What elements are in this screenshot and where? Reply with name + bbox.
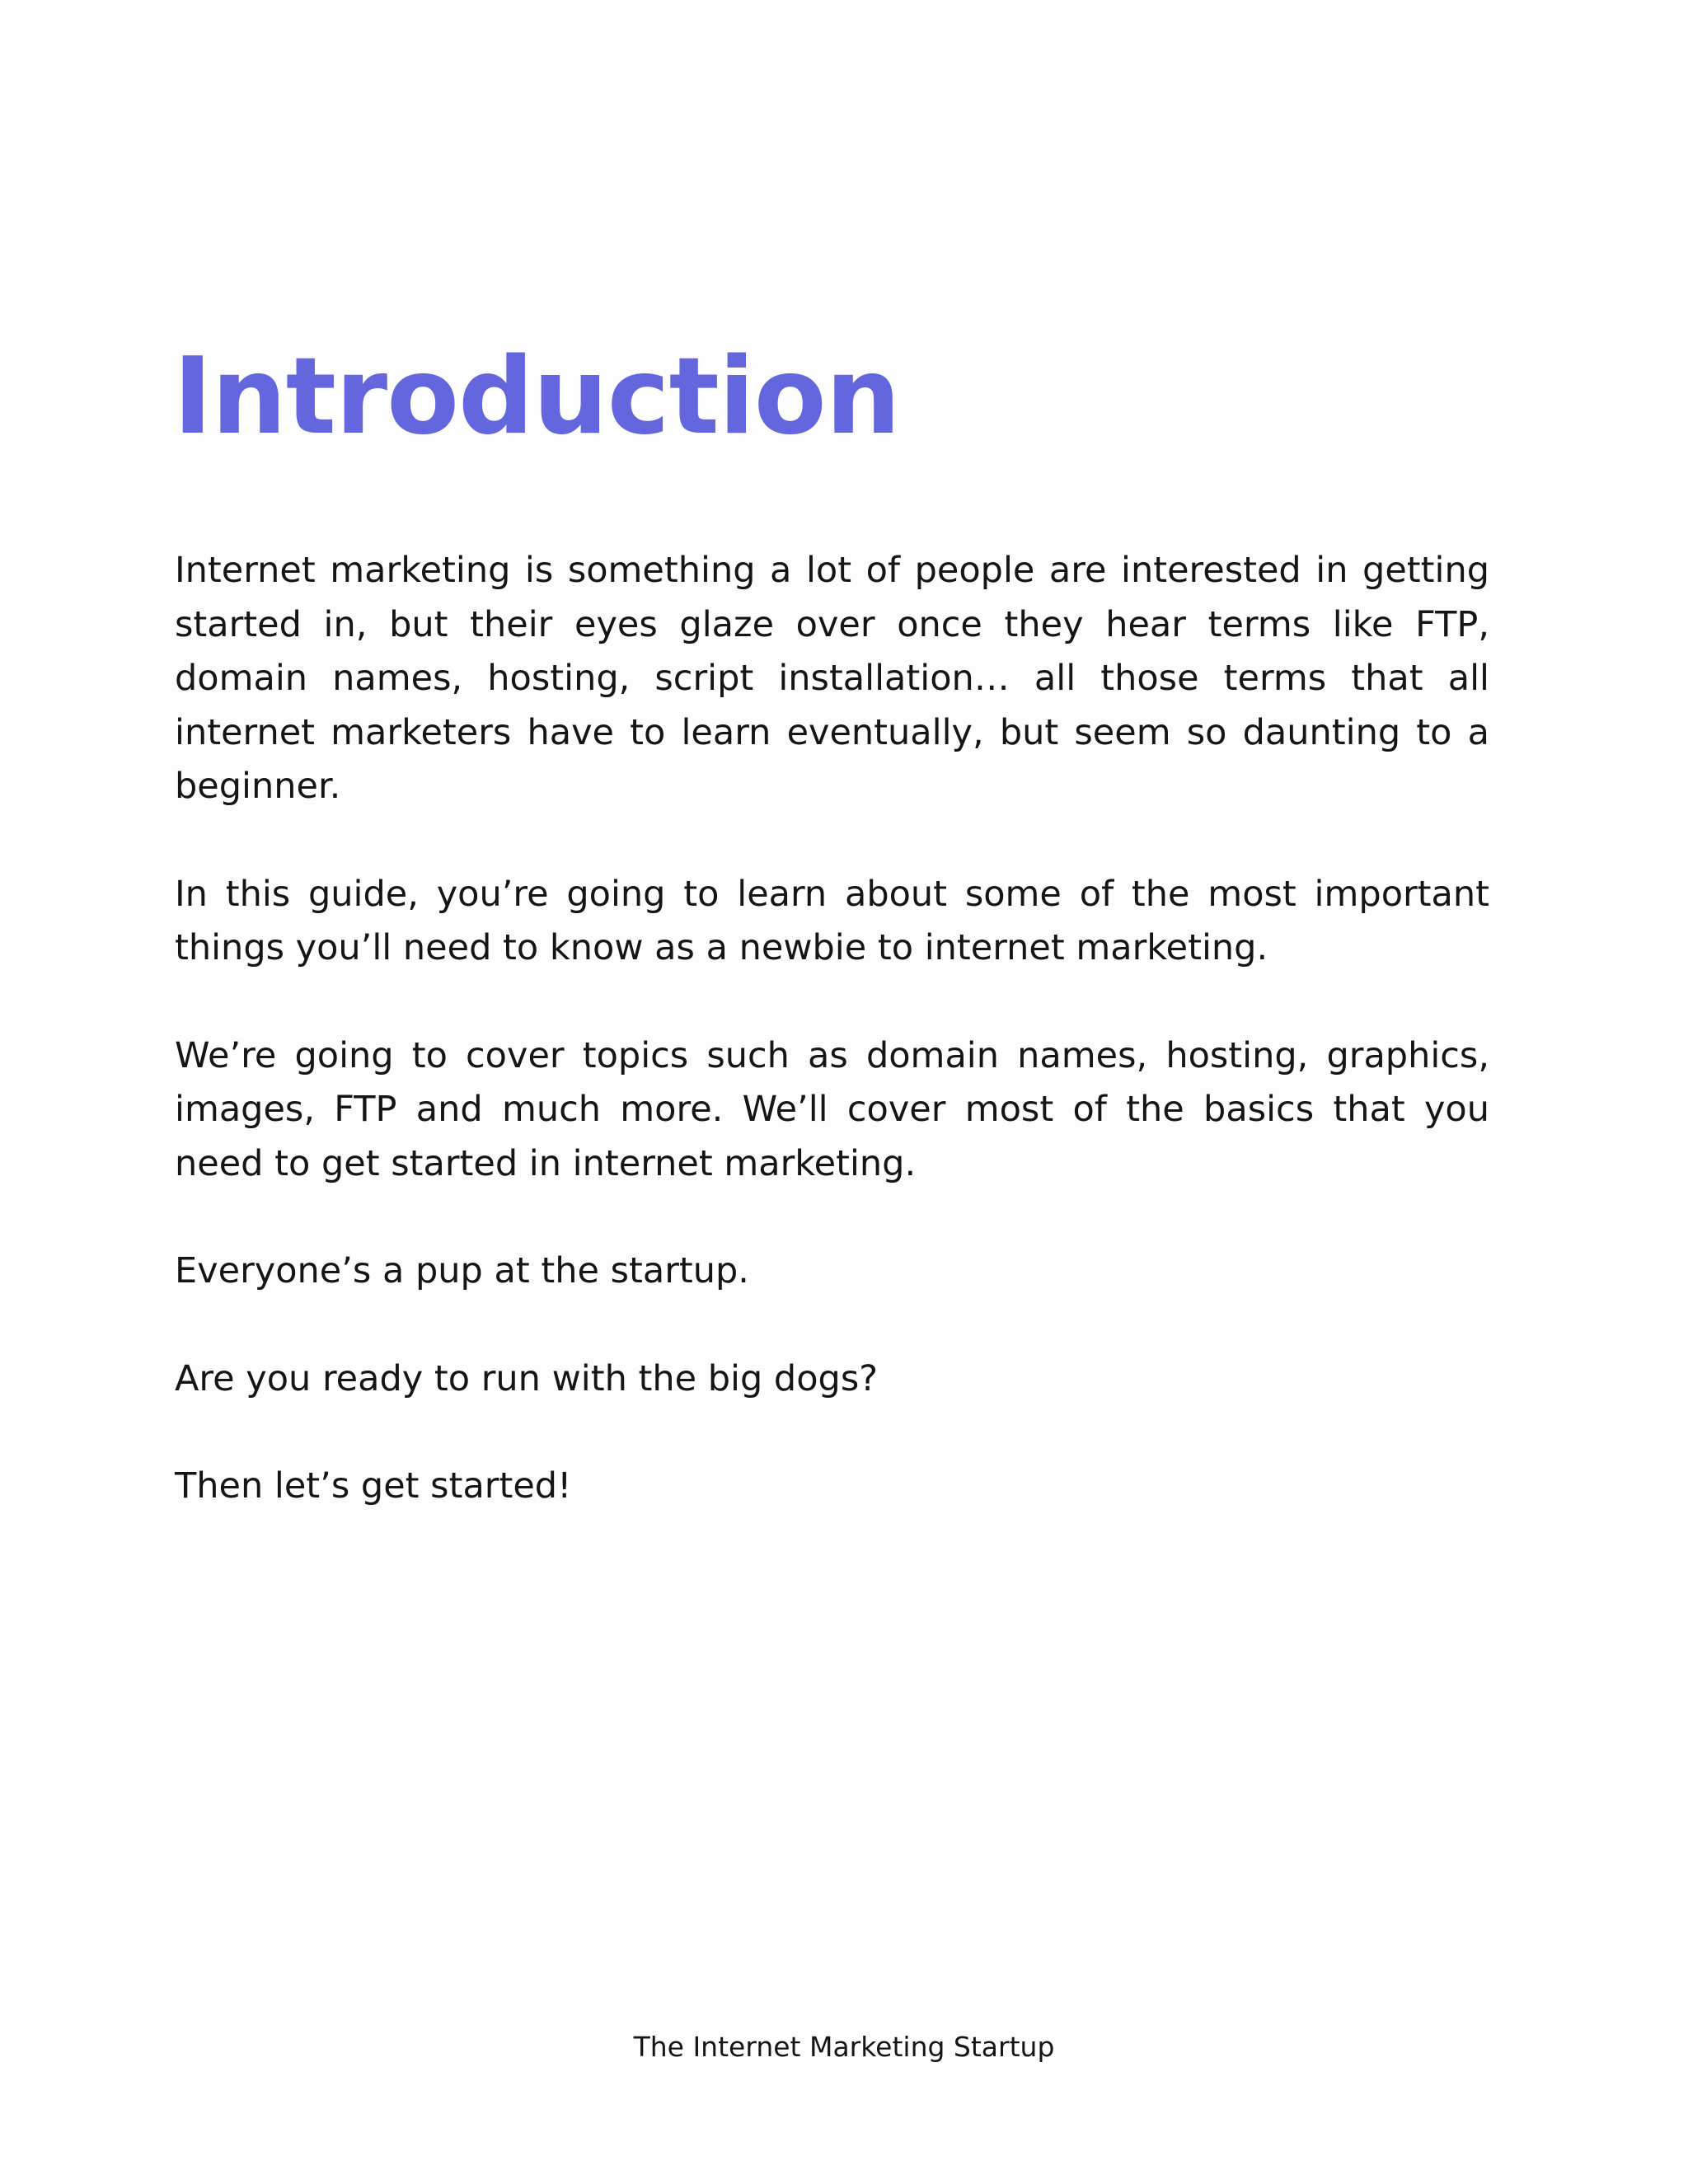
page-footer: The Internet Marketing Startup [633,2031,1055,2063]
paragraph-get-started: Then let’s get started! [175,1465,572,1507]
paragraph-big-dogs: Are you ready to run with the big dogs? [175,1357,879,1399]
paragraph-guide: In this guide, you’re going to learn about some of the most important things you’ll need to know as a newbie to internet marketing. [175,873,1489,968]
paragraph-pup: Everyone’s a pup at the startup. [175,1250,749,1291]
page-title: Introduction [173,335,900,458]
body-text [175,544,1489,1568]
paragraph-topics: We’re going to cover topics such as domain names, hosting, graphics, images, FTP and much more. We’ll cover most of the basics that you need to get started in internet marketing. [175,1034,1489,1184]
paragraph-intro: Internet marketing is something a lot of people are interested in getting started in, but their eyes glaze over once they hear terms like FTP, domain names, hosting, script installation… all those terms that all internet marketers have to learn eventually, but seem so daunting to a beginner. [175,550,1489,807]
